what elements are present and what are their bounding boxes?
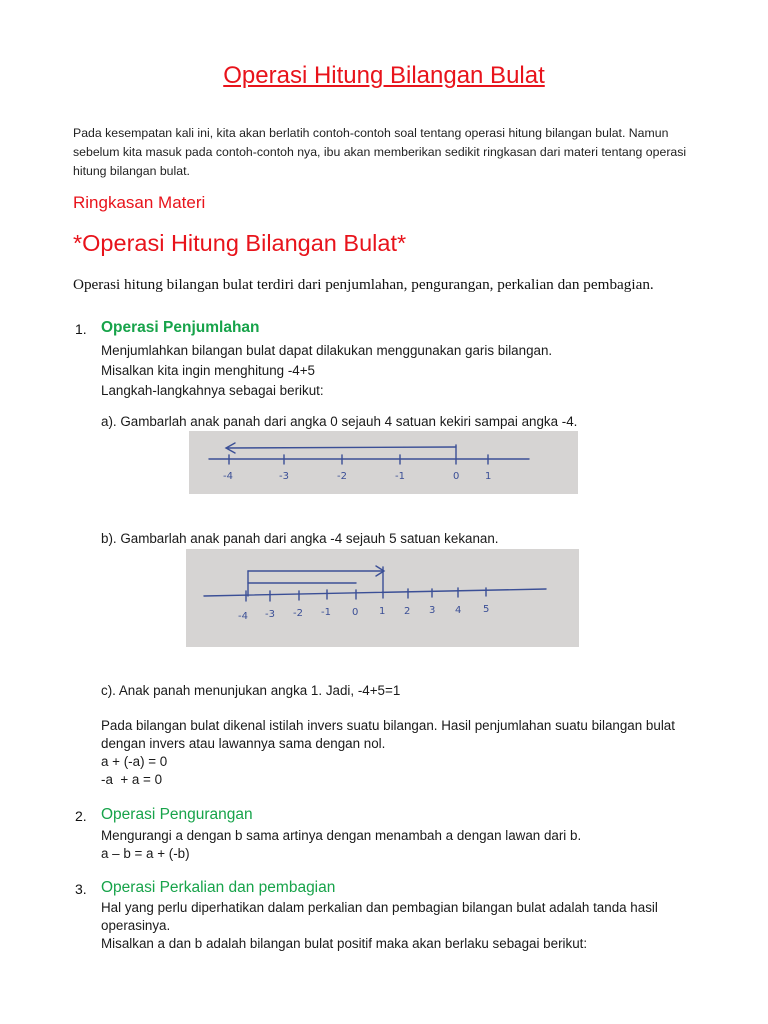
list-number-2: 2. <box>75 808 87 824</box>
formula-invers-2: -a + a = 0 <box>101 772 163 787</box>
penjumlahan-line-3: Langkah-langkahnya sebagai berikut: <box>101 383 324 398</box>
figure-b-tick-label: -3 <box>265 609 275 620</box>
figure-b-tick-label: 2 <box>404 606 411 617</box>
figure-b-tick-label: 1 <box>379 606 386 617</box>
list-number-1: 1. <box>75 321 87 337</box>
figure-a-tick-label: -1 <box>395 471 405 482</box>
penjumlahan-line-1: Menjumlahkan bilangan bulat dapat dilakukan menggunakan garis bilangan. <box>101 343 553 358</box>
figure-b-tick-label: 4 <box>455 605 462 616</box>
heading-penjumlahan: Operasi Penjumlahan <box>101 319 260 336</box>
figure-b-tick-label: 3 <box>429 605 436 616</box>
number-line-figure-b <box>186 549 579 647</box>
perkalian-line-2: Misalkan a dan b adalah bilangan bulat positif maka akan berlaku sebagai berikut: <box>101 936 588 951</box>
figure-b-tick-label: -4 <box>238 611 248 622</box>
ringkasan-heading: Ringkasan Materi <box>73 193 206 212</box>
heading-perkalian-pembagian: Operasi Perkalian dan pembagian <box>101 879 336 896</box>
intro-paragraph: Pada kesempatan kali ini, kita akan berlatih contoh-contoh soal tentang operasi hitung bilangan bulat. Namun sebelum kita masuk pada contoh-contoh nya, ibu akan memberikan sedikit ringkasan dari materi tentang operasi hitung bilangan bulat. <box>73 126 687 178</box>
figure-b-axis <box>204 589 546 596</box>
perkalian-line-1: Hal yang perlu diperhatikan dalam perkalian dan pembagian bilangan bulat adalah tanda hasil operasinya. <box>101 900 658 933</box>
page-title: Operasi Hitung Bilangan Bulat <box>223 62 545 89</box>
penjumlahan-line-2: Misalkan kita ingin menghitung -4+5 <box>101 363 316 378</box>
figure-a-tick-label: -3 <box>279 471 289 482</box>
step-b-text: b). Gambarlah anak panah dari angka -4 sejauh 5 satuan kekanan. <box>101 531 499 546</box>
section-intro: Operasi hitung bilangan bulat terdiri dari penjumlahan, pengurangan, perkalian dan pembagian. <box>73 276 654 293</box>
figure-a-tick-label: -2 <box>337 471 347 482</box>
number-line-figure-a <box>189 431 578 494</box>
figure-a-tick-label: 0 <box>453 471 460 482</box>
figure-b-tick-label: 0 <box>352 607 359 618</box>
figure-b-tick-label: -1 <box>321 607 331 618</box>
figure-a-tick-label: 1 <box>485 471 492 482</box>
step-a-text: a). Gambarlah anak panah dari angka 0 sejauh 4 satuan kekiri sampai angka -4. <box>101 414 578 429</box>
figure-b-tick-label: 5 <box>483 604 490 615</box>
pengurangan-formula: a – b = a + (-b) <box>101 846 190 861</box>
heading-pengurangan: Operasi Pengurangan <box>101 806 253 823</box>
step-c-text: c). Anak panah menunjukan angka 1. Jadi, -4+5=1 <box>101 683 401 698</box>
figure-a-tick-label: -4 <box>223 471 233 482</box>
formula-invers-1: a + (-a) = 0 <box>101 754 168 769</box>
pengurangan-line: Mengurangi a dengan b sama artinya dengan menambah a dengan lawan dari b. <box>101 828 582 843</box>
figure-b-tick-label: -2 <box>293 608 303 619</box>
figure-a-arrow-shaft <box>227 447 456 448</box>
list-number-3: 3. <box>75 881 87 897</box>
section-heading: *Operasi Hitung Bilangan Bulat* <box>73 230 407 256</box>
invers-paragraph: Pada bilangan bulat dikenal istilah invers suatu bilangan. Hasil penjumlahan suatu bilangan bulat dengan invers atau lawannya sama dengan nol. <box>101 718 675 751</box>
